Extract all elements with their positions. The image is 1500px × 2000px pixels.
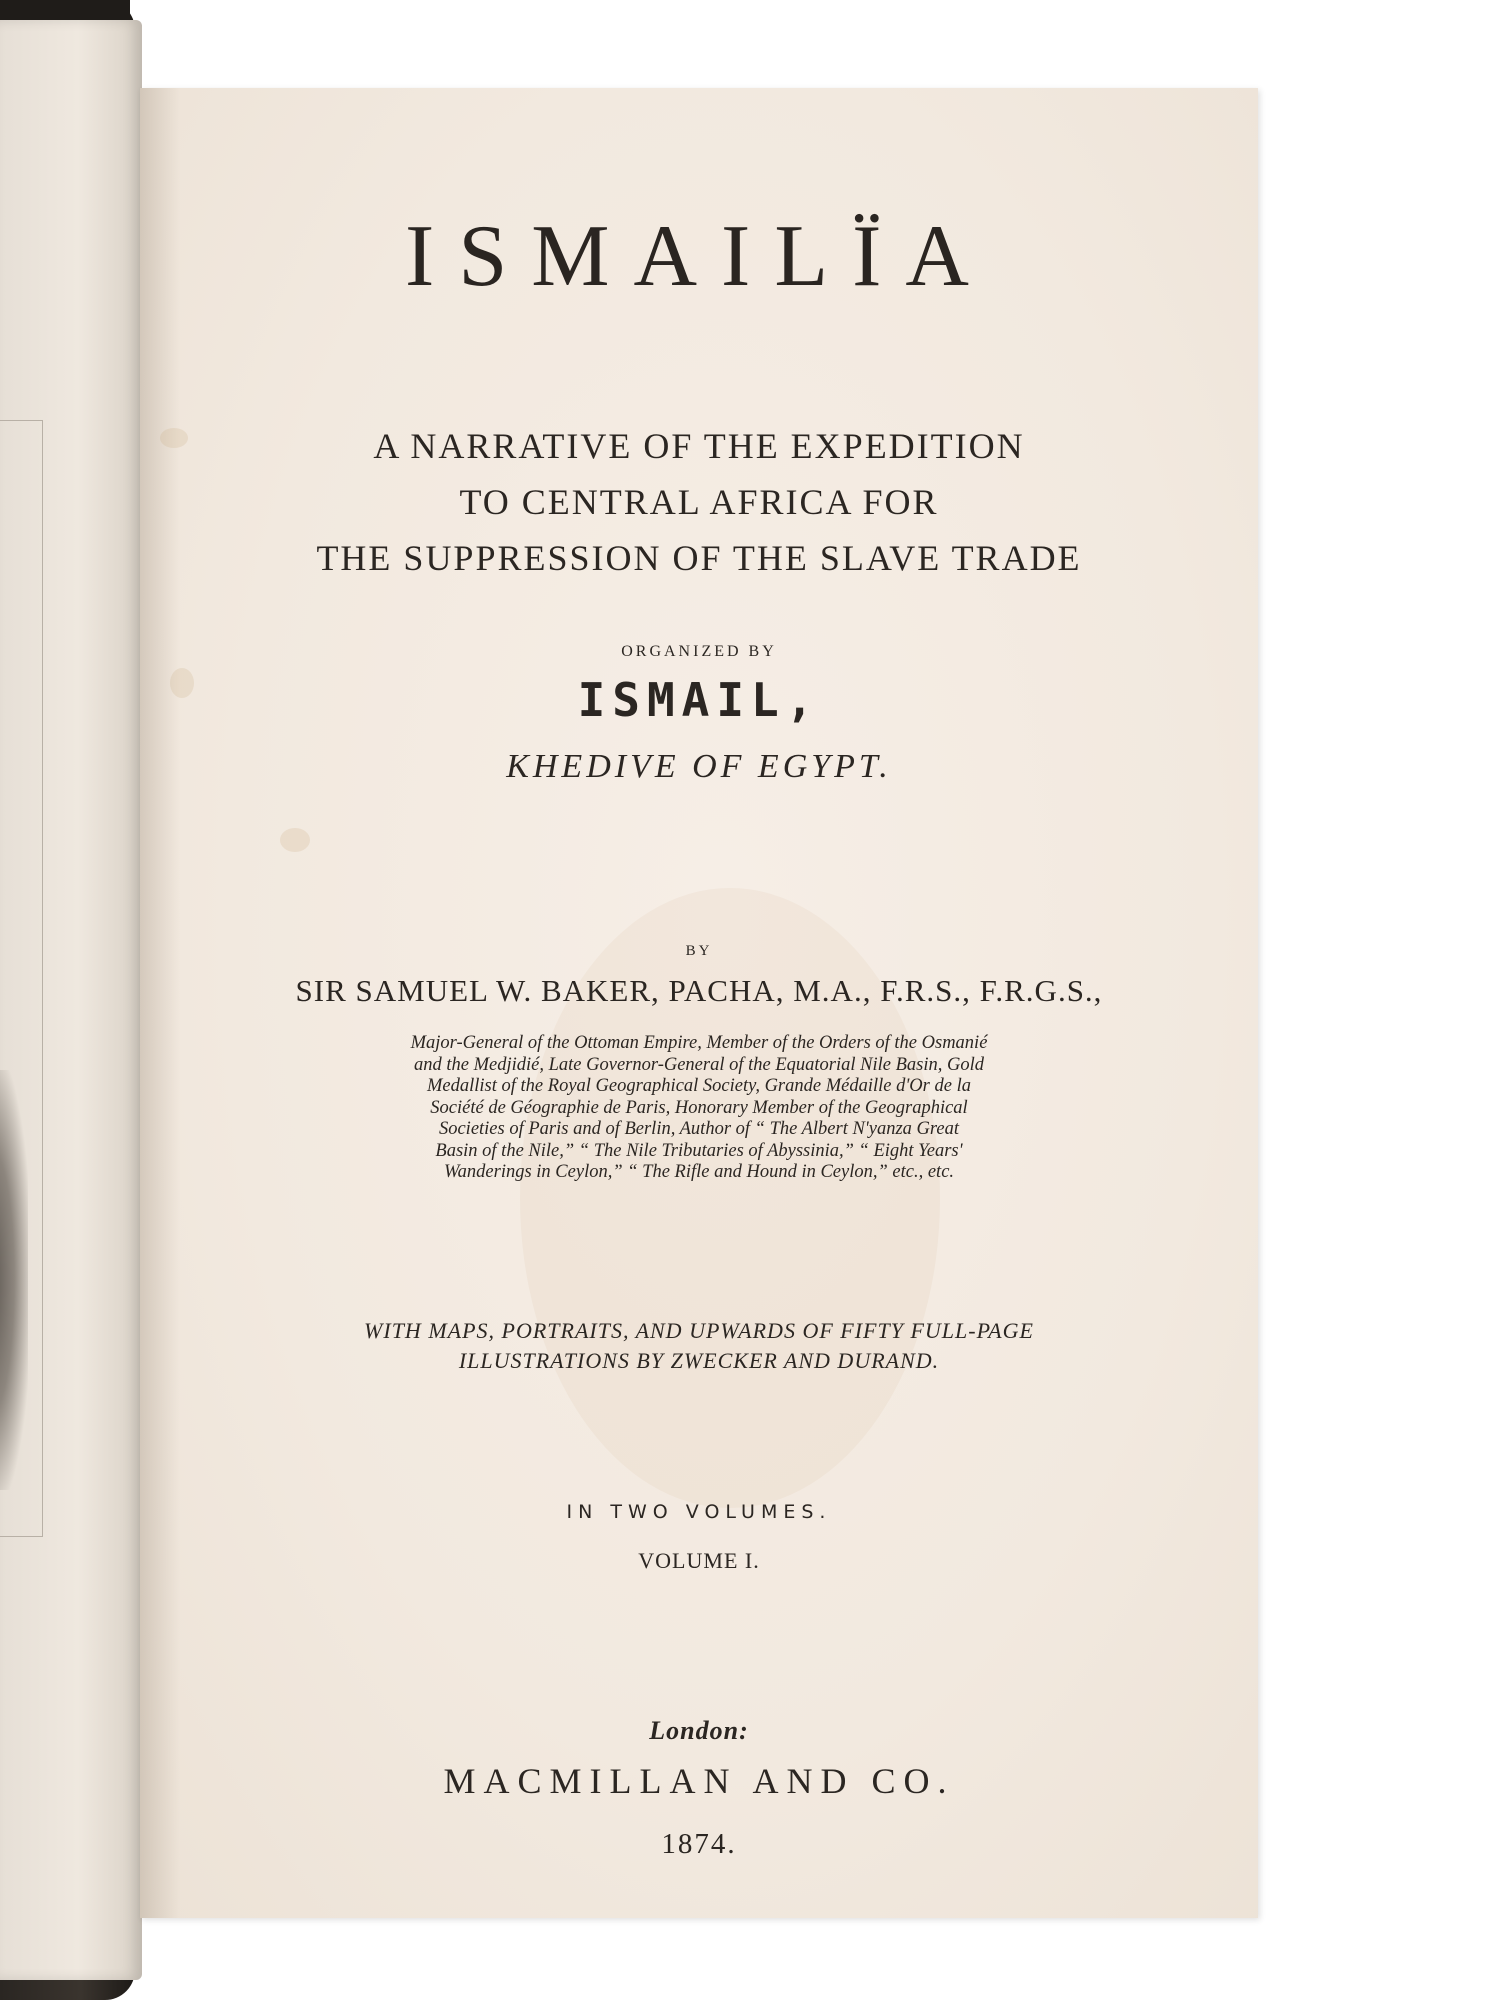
honours-line: and the Medjidié, Late Governor-General of the Equatorial Nile Basin, Gold (414, 1054, 984, 1075)
subtitle-line: TO CENTRAL AFRICA FOR (459, 482, 939, 522)
author-honours (140, 1033, 1258, 1184)
patron-title: KHEDIVE OF EGYPT. (506, 748, 892, 785)
honours-line: Basin of the Nile,” “ The Nile Tributaries of Abyssinia,” “ Eight Years' (435, 1140, 963, 1161)
honours-line: Société de Géographie de Paris, Honorary Member of the Geographical (430, 1097, 968, 1118)
honours-line: Wanderings in Ceylon,” “ The Rifle and Hound in Ceylon,” etc., etc. (443, 1162, 955, 1182)
illustrations-line: WITH MAPS, PORTRAITS, AND UPWARDS OF FIFTY FULL-PAGE (364, 1318, 1034, 1343)
honours-line: Major-General of the Ottoman Empire, Member of the Orders of the Osmanié (410, 1033, 988, 1053)
subtitle-line: A NARRATIVE OF THE EXPEDITION (373, 426, 1025, 466)
facing-page-frontispiece (0, 20, 142, 1980)
frontispiece-engraving (0, 1070, 28, 1490)
publisher-name: MACMILLAN AND CO. (443, 1761, 955, 1801)
organized-by-label: ORGANIZED BY (621, 643, 777, 660)
volume-number: VOLUME I. (638, 1548, 760, 1573)
illustrations-line: ILLUSTRATIONS BY ZWECKER AND DURAND. (458, 1348, 940, 1373)
honours-line: Societies of Paris and of Berlin, Author of “ The Albert N'yanza Great (438, 1119, 960, 1139)
author-name: SIR SAMUEL W. BAKER, PACHA, M.A., F.R.S., F.R.G.S., (295, 973, 1103, 1008)
by-label: BY (685, 943, 713, 959)
illustrations-note (140, 1316, 1258, 1376)
patron-name: ISMAIL, (577, 673, 821, 727)
volumes-label: IN TWO VOLUMES. (566, 1501, 832, 1523)
honours-line: Medallist of the Royal Geographical Society, Grande Médaille d'Or de la (427, 1076, 971, 1096)
title-page (140, 88, 1258, 1918)
imprint-place: London: (649, 1716, 749, 1745)
book-subtitle (140, 418, 1258, 586)
subtitle-line: THE SUPPRESSION OF THE SLAVE TRADE (316, 538, 1082, 578)
book-title: ISMAILÏA (405, 208, 993, 305)
foxing-spot (280, 828, 310, 852)
publication-year: 1874. (661, 1828, 737, 1860)
